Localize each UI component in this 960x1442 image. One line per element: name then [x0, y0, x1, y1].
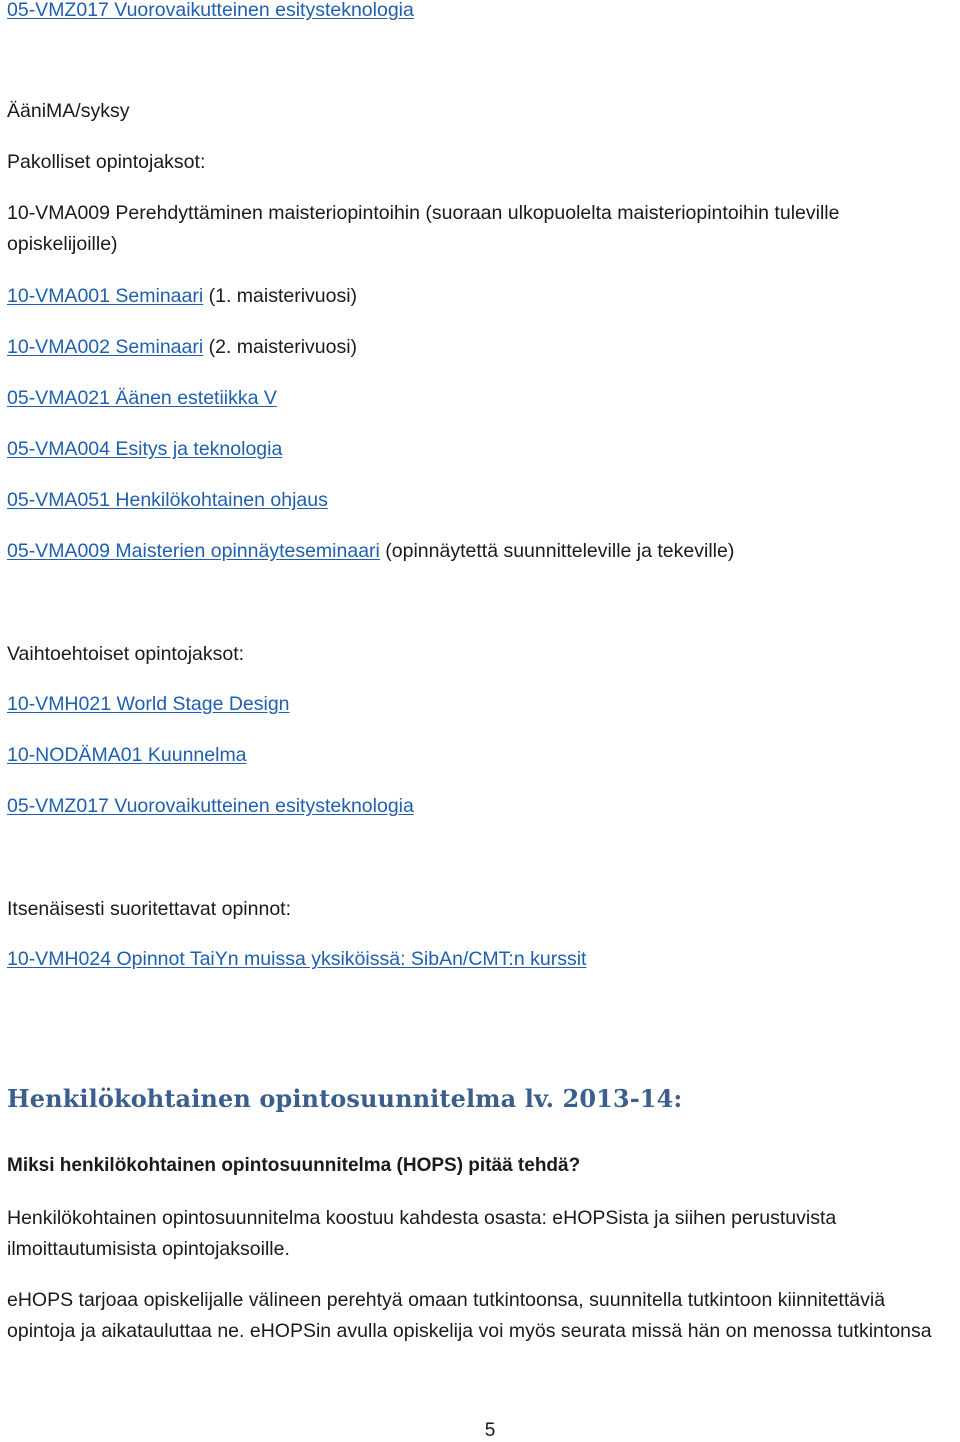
- course-link-stage-design[interactable]: 10-VMH021 World Stage Design: [7, 693, 290, 715]
- page-number: 5: [484, 1420, 496, 1441]
- seminar2-line: [7, 335, 357, 359]
- intro-course-line-1: 10-VMA009 Perehdyttäminen maisteriopintoihin (suoraan ulkopuolelta maisteriopintoihin tuleville: [7, 202, 840, 224]
- interactive-line: [7, 794, 414, 818]
- course-link-radio-play[interactable]: 10-NODÄMA01 Kuunnelma: [7, 744, 247, 766]
- performance-line: [7, 437, 282, 461]
- seminar1-line: [7, 284, 357, 308]
- seminar1-note: (1. maisterivuosi): [203, 285, 358, 307]
- course-link-interactive[interactable]: 05-VMZ017 Vuorovaikutteinen esitysteknologia: [7, 795, 414, 817]
- radio-line: [7, 743, 247, 767]
- seminar2-link[interactable]: 10-VMA002 Seminaari: [7, 336, 204, 358]
- guidance-line: [7, 488, 328, 512]
- hops-heading: Henkilökohtainen opintosuunnitelma lv. 2013-14:: [7, 1084, 683, 1113]
- optional-label: Vaihtoehtoiset opintojaksot:: [7, 643, 245, 665]
- other-units-line: [7, 947, 586, 971]
- hops-para2-line1: eHOPS tarjoaa opiskelijalle välineen perehtyä omaan tutkintoonsa, suunnitella tutkintoon kiinnitettäviä: [7, 1289, 886, 1311]
- section-title: ÄäniMA/syksy: [7, 100, 130, 122]
- independent-label: Itsenäisesti suoritettavat opinnot:: [7, 898, 291, 920]
- thesis-line: [7, 539, 734, 563]
- course-link-other-units[interactable]: 10-VMH024 Opinnot TaiYn muissa yksiköissä: SibAn/CMT:n kurssit: [7, 948, 587, 970]
- course-link-performance[interactable]: 05-VMA004 Esitys ja teknologia: [7, 438, 283, 460]
- aesthetics-line: [7, 386, 277, 410]
- hops-para1-line2: ilmoittautumisista opintojaksoille.: [7, 1238, 290, 1260]
- thesis-note: (opinnäytettä suunnitteleville ja tekeville): [379, 540, 735, 562]
- course-link-line: [7, 0, 414, 22]
- stage-line: [7, 692, 290, 716]
- hops-para1-line1: Henkilökohtainen opintosuunnitelma koostuu kahdesta osasta: eHOPSista ja siihen perustuvista: [7, 1207, 837, 1229]
- seminar1-link[interactable]: 10-VMA001 Seminaari: [7, 285, 204, 307]
- thesis-seminar-link[interactable]: 05-VMA009 Maisterien opinnäyteseminaari: [7, 540, 380, 562]
- hops-para2-line2: opintoja ja aikatauluttaa ne. eHOPSin avulla opiskelija voi myös seurata missä hän on menossa tutkintonsa: [7, 1320, 932, 1342]
- course-link-guidance[interactable]: 05-VMA051 Henkilökohtainen ohjaus: [7, 489, 328, 511]
- course-link-interactive-top[interactable]: 05-VMZ017 Vuorovaikutteinen esitysteknologia: [7, 0, 414, 21]
- course-link-aesthetics[interactable]: 05-VMA021 Äänen estetiikka V: [7, 387, 277, 409]
- intro-course-line-2: opiskelijoille): [7, 233, 118, 255]
- hops-question: Miksi henkilökohtainen opintosuunnitelma (HOPS) pitää tehdä?: [7, 1155, 581, 1176]
- seminar2-note: (2. maisterivuosi): [203, 336, 358, 358]
- mandatory-label: Pakolliset opintojaksot:: [7, 151, 206, 173]
